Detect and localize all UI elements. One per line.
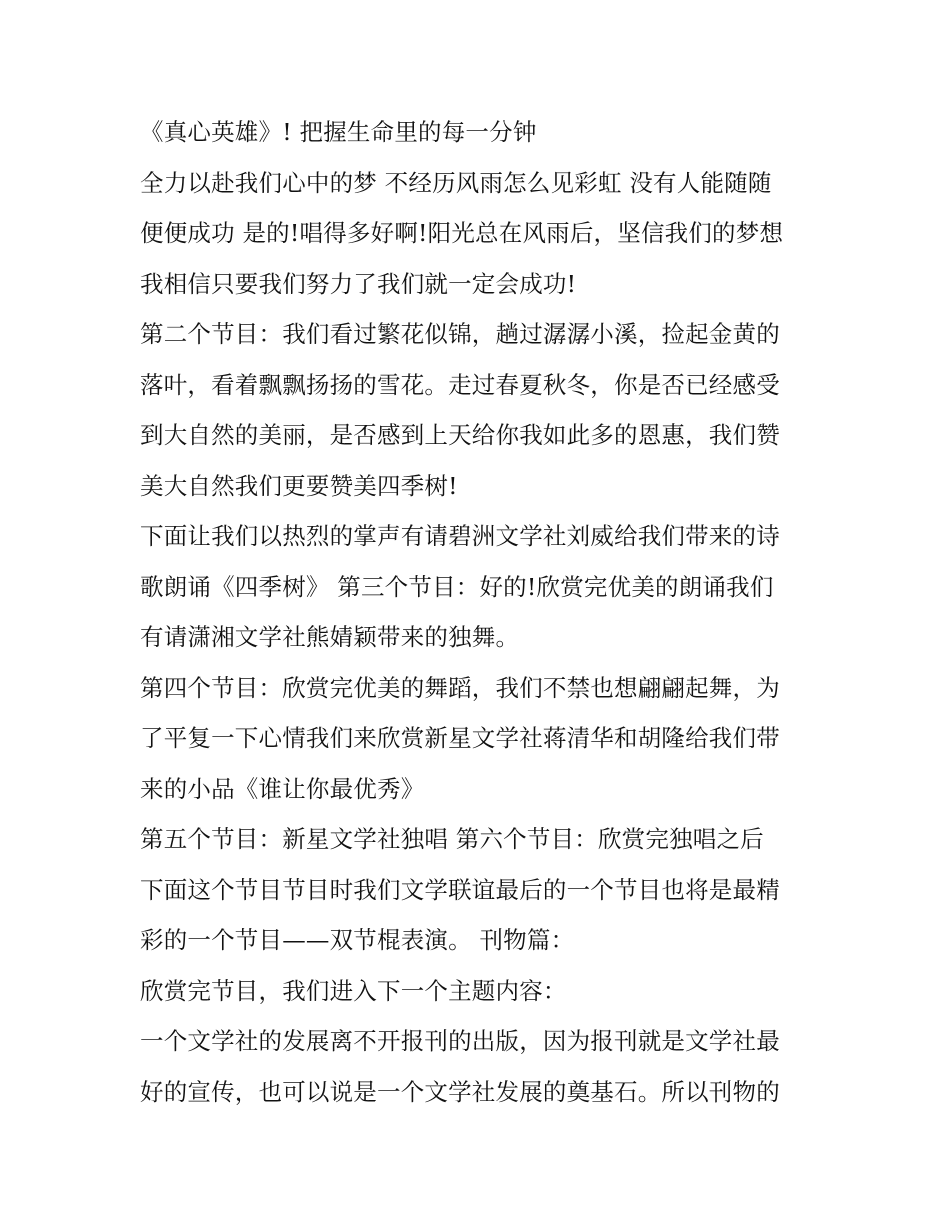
text-line: 来的小品《谁让你最优秀》 (140, 774, 425, 803)
text-line: 好的宣传，也可以说是一个文学社发展的奠基石。所以刊物的 (140, 1077, 780, 1106)
text-line: 《真心英雄》! 把握生命里的每一分钟 (140, 118, 537, 146)
text-line: 我相信只要我们努力了我们就一定会成功! (140, 269, 577, 298)
text-line: 便便成功 是的!唱得多好啊!阳光总在风雨后，坚信我们的梦想 (140, 219, 784, 247)
text-line: 全力以赴我们心中的梦 不经历风雨怎么见彩虹 没有人能随随 (140, 168, 772, 197)
text-line: 彩的一个节目——双节棍表演。 刊物篇： (140, 926, 575, 954)
text-line: 第五个节目：新星文学社独唱 第六个节目：欣赏完独唱之后 (140, 825, 764, 853)
text-line: 一个文学社的发展离不开报刊的出版，因为报刊就是文学社最 (140, 1027, 780, 1055)
text-line: 有请潇湘文学社熊婧颖带来的独舞。 (140, 623, 520, 651)
text-line: 到大自然的美丽，是否感到上天给你我如此多的恩惠，我们赞 (140, 421, 780, 449)
text-line: 第二个节目：我们看过繁花似锦，趟过潺潺小溪，捡起金黄的 (140, 320, 780, 348)
text-line: 落叶，看着飘飘扬扬的雪花。走过春夏秋冬，你是否已经感受 (140, 370, 780, 399)
document-body (140, 107, 820, 1117)
text-line: 美大自然我们更要赞美四季树! (140, 471, 458, 500)
text-line: 歌朗诵《四季树》 第三个节目：好的!欣赏完优美的朗诵我们 (140, 572, 774, 601)
text-line: 下面让我们以热烈的掌声有请碧洲文学社刘威给我们带来的诗 (140, 522, 780, 550)
text-line: 第四个节目：欣赏完优美的舞蹈，我们不禁也想翩翩起舞，为 (140, 673, 780, 702)
text-line: 下面这个节目节目时我们文学联谊最后的一个节目也将是最精 (140, 875, 780, 904)
text-line: 了平复一下心情我们来欣赏新星文学社蒋清华和胡隆给我们带 (140, 724, 780, 752)
text-line: 欣赏完节目，我们进入下一个主题内容： (140, 976, 567, 1005)
